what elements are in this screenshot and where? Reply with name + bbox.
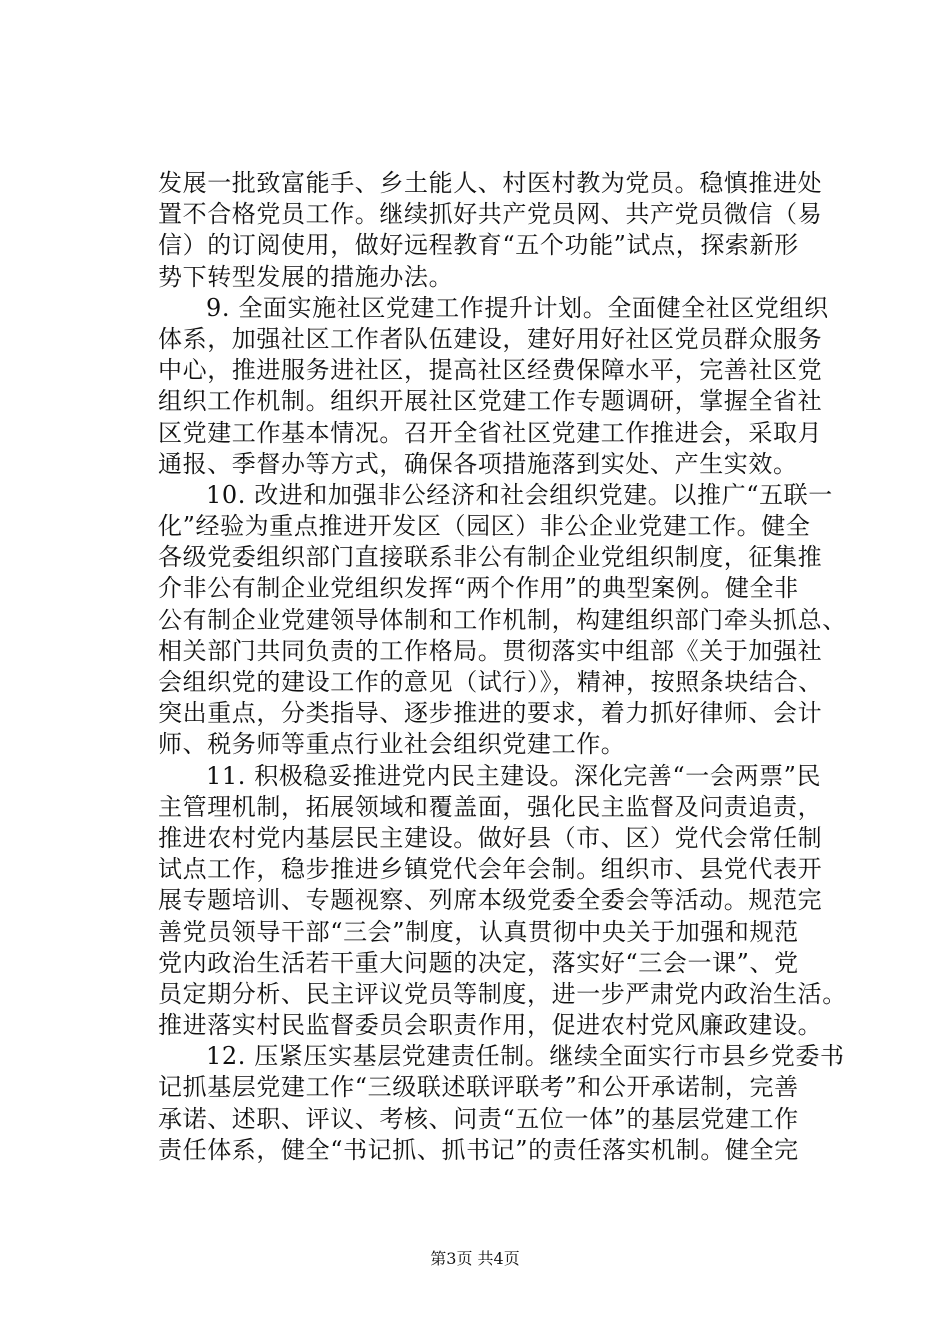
text-line: 介非公有制企业党组织发挥“两个作用”的典型案例。健全非 (158, 574, 799, 603)
text-line: 主管理机制，拓展领域和覆盖面，强化民主监督及问责追责， (158, 792, 823, 821)
text-line: 推进农村党内基层民主建设。做好县（市、区）党代会常任制 (158, 823, 823, 852)
text-line: 推进落实村民监督委员会职责作用，促进农村党风廉政建设。 (158, 1011, 823, 1040)
text-line: 党内政治生活若干重大问题的决定，落实好“三会一课”、党 (158, 948, 799, 977)
text-line: 化”经验为重点推进开发区（园区）非公企业党建工作。健全 (158, 512, 811, 541)
paragraph (158, 168, 858, 293)
text-line: 组织工作机制。组织开展社区党建工作专题调研，掌握全省社 (158, 387, 823, 416)
page-number: 第3页 共4页 (430, 1249, 520, 1268)
text-line: 会组织党的建设工作的意见（试行）》，精神，按照条块结合、 (158, 668, 823, 696)
text-line: 体系，加强社区工作者队伍建设，建好用好社区党员群众服务 (158, 324, 823, 353)
text-line: 试点工作，稳步推进乡镇党代会年会制。组织市、县党代表开 (158, 855, 823, 884)
text-line: 12. 压紧压实基层党建责任制。继续全面实行市县乡党委书 (206, 1042, 845, 1071)
text-line: 公有制企业党建领导体制和工作机制，构建组织部门牵头抓总、 (158, 605, 847, 634)
text-line: 置不合格党员工作。继续抓好共产党员网、共产党员微信（易 (158, 200, 823, 229)
text-line: 善党员领导干部“三会”制度，认真贯彻中央关于加强和规范 (158, 917, 799, 946)
text-line: 10. 改进和加强非公经济和社会组织党建。以推广“五联一 (206, 480, 833, 509)
paragraph (158, 480, 858, 761)
text-line: 师、税务师等重点行业社会组织党建工作。 (158, 730, 626, 759)
document-body (158, 168, 858, 1166)
text-line: 区党建工作基本情况。召开全省社区党建工作推进会，采取月 (158, 418, 823, 447)
paragraph (158, 761, 858, 1042)
text-line: 相关部门共同负责的工作格局。贯彻落实中组部《关于加强社 (158, 636, 823, 665)
text-line: 责任体系，健全“书记抓、抓书记”的责任落实机制。健全完 (158, 1135, 799, 1164)
text-line: 信）的订阅使用，做好远程教育“五个功能”试点，探索新形 (158, 231, 799, 260)
text-line: 承诺、述职、评议、考核、问责“五位一体”的基层党建工作 (158, 1104, 799, 1133)
paragraph (158, 1041, 858, 1166)
text-line: 9. 全面实施社区党建工作提升计划。全面健全社区党组织 (206, 293, 829, 322)
text-line: 11. 积极稳妥推进党内民主建设。深化完善“一会两票”民 (206, 761, 822, 790)
text-line: 记抓基层党建工作“三级联述联评联考”和公开承诺制，完善 (158, 1073, 799, 1102)
text-line: 展专题培训、专题视察、列席本级党委全委会等活动。规范完 (158, 886, 823, 915)
text-line: 发展一批致富能手、乡土能人、村医村教为党员。稳慎推进处 (158, 169, 823, 197)
text-line: 通报、季督办等方式，确保各项措施落到实处、产生实效。 (158, 449, 798, 478)
text-line: 中心，推进服务进社区，提高社区经费保障水平，完善社区党 (158, 356, 823, 385)
paragraph (158, 293, 858, 480)
text-line: 员定期分析、民主评议党员等制度，进一步严肃党内政治生活。 (158, 979, 847, 1008)
text-line: 突出重点，分类指导、逐步推进的要求，着力抓好律师、会计 (158, 699, 823, 728)
text-line: 各级党委组织部门直接联系非公有制企业党组织制度，征集推 (158, 543, 823, 572)
text-line: 势下转型发展的措施办法。 (158, 262, 454, 291)
